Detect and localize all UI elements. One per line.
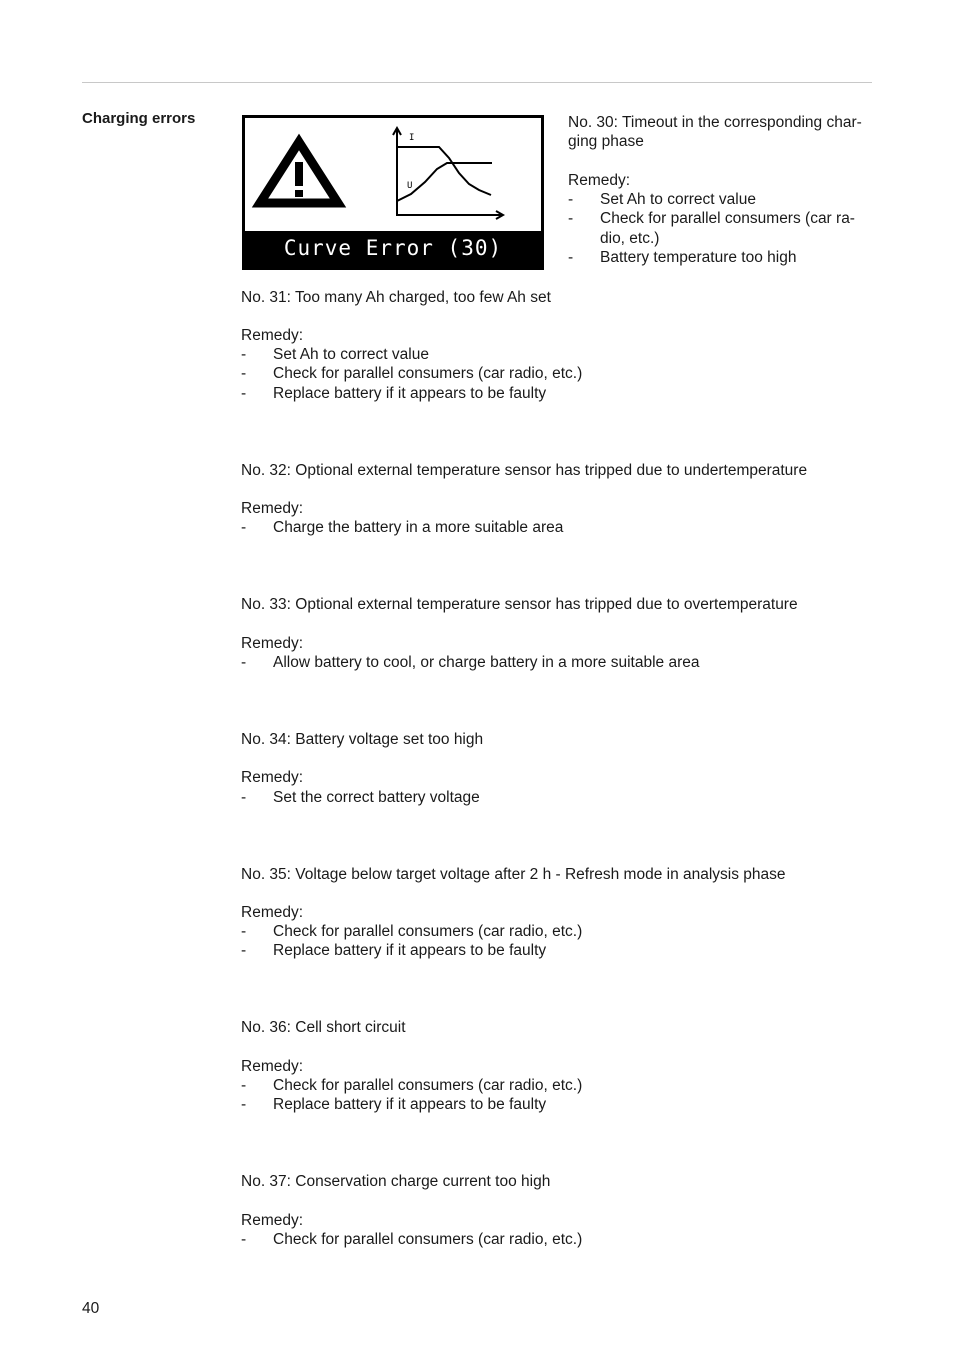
error-32-title: No. 32: Optional external temperature sensor has tripped due to undertemperature — [241, 462, 808, 479]
error-37-remedy-list — [241, 1230, 582, 1249]
list-item: - Check for parallel consumers (car radio, etc.) — [241, 365, 583, 383]
error-37-title: No. 37: Conservation charge current too high — [241, 1173, 551, 1190]
error-31-remedy-list — [241, 345, 582, 403]
list-item: - Battery temperature too high — [568, 248, 797, 266]
error-34-title: No. 34: Battery voltage set too high — [241, 731, 484, 748]
error-30-remedy-list — [568, 190, 873, 267]
error-36-title: No. 36: Cell short circuit — [241, 1019, 406, 1036]
error-31-remedy-label: Remedy: — [241, 327, 304, 344]
error-35-title: No. 35: Voltage below target voltage after 2 h - Refresh mode in analysis phase — [241, 866, 786, 883]
list-item: - Set the correct battery voltage — [241, 789, 480, 806]
lcd-display — [242, 115, 544, 270]
lcd-graphic — [245, 118, 541, 232]
error-31-title: No. 31: Too many Ah charged, too few Ah set — [241, 289, 551, 306]
warning-icon — [260, 142, 338, 203]
list-item: - Check for parallel consumers (car radio, etc.) — [241, 923, 583, 940]
list-item: - Set Ah to correct value — [241, 346, 429, 363]
error-33-remedy-list — [241, 653, 699, 672]
error-35-remedy-label: Remedy: — [241, 904, 304, 921]
list-item: - Replace battery if it appears to be faulty — [241, 942, 547, 960]
error-36-remedy-label: Remedy: — [241, 1058, 304, 1075]
error-32-remedy-label: Remedy: — [241, 500, 304, 517]
list-item: - Check for parallel consumers (car radio, etc.) — [241, 1077, 583, 1094]
list-item: - Set Ah to correct value — [568, 191, 756, 208]
list-item: - Replace battery if it appears to be faulty — [241, 1096, 547, 1114]
error-34-remedy-list — [241, 788, 480, 807]
error-36-remedy-list — [241, 1076, 582, 1115]
error-30-title: No. 30: Timeout in the corresponding char- ging phase — [568, 114, 862, 151]
list-item: - Charge the battery in a more suitable area — [241, 519, 564, 536]
header-rule — [82, 82, 872, 83]
error-37-remedy-label: Remedy: — [241, 1212, 304, 1229]
section-title: Charging errors — [82, 110, 196, 127]
axis-i-label: I — [409, 133, 415, 143]
list-item: - Check for parallel consumers (car ra- dio, etc.) — [568, 210, 855, 247]
list-item: - Replace battery if it appears to be faulty — [241, 384, 547, 402]
page-number: 40 — [82, 1300, 100, 1317]
error-35-remedy-list — [241, 922, 582, 961]
list-item: - Allow battery to cool, or charge battery in a more suitable area — [241, 654, 700, 671]
error-34-remedy-label: Remedy: — [241, 769, 304, 786]
error-32-remedy-list — [241, 518, 563, 537]
error-33-remedy-label: Remedy: — [241, 635, 304, 652]
lcd-error-label: Curve Error (30) — [245, 231, 541, 267]
error-33-title: No. 33: Optional external temperature sensor has tripped due to overtemperature — [241, 596, 798, 613]
error-30-remedy-label: Remedy: — [568, 172, 631, 189]
axis-u-label: U — [407, 181, 413, 191]
list-item: - Check for parallel consumers (car radio, etc.) — [241, 1231, 583, 1248]
